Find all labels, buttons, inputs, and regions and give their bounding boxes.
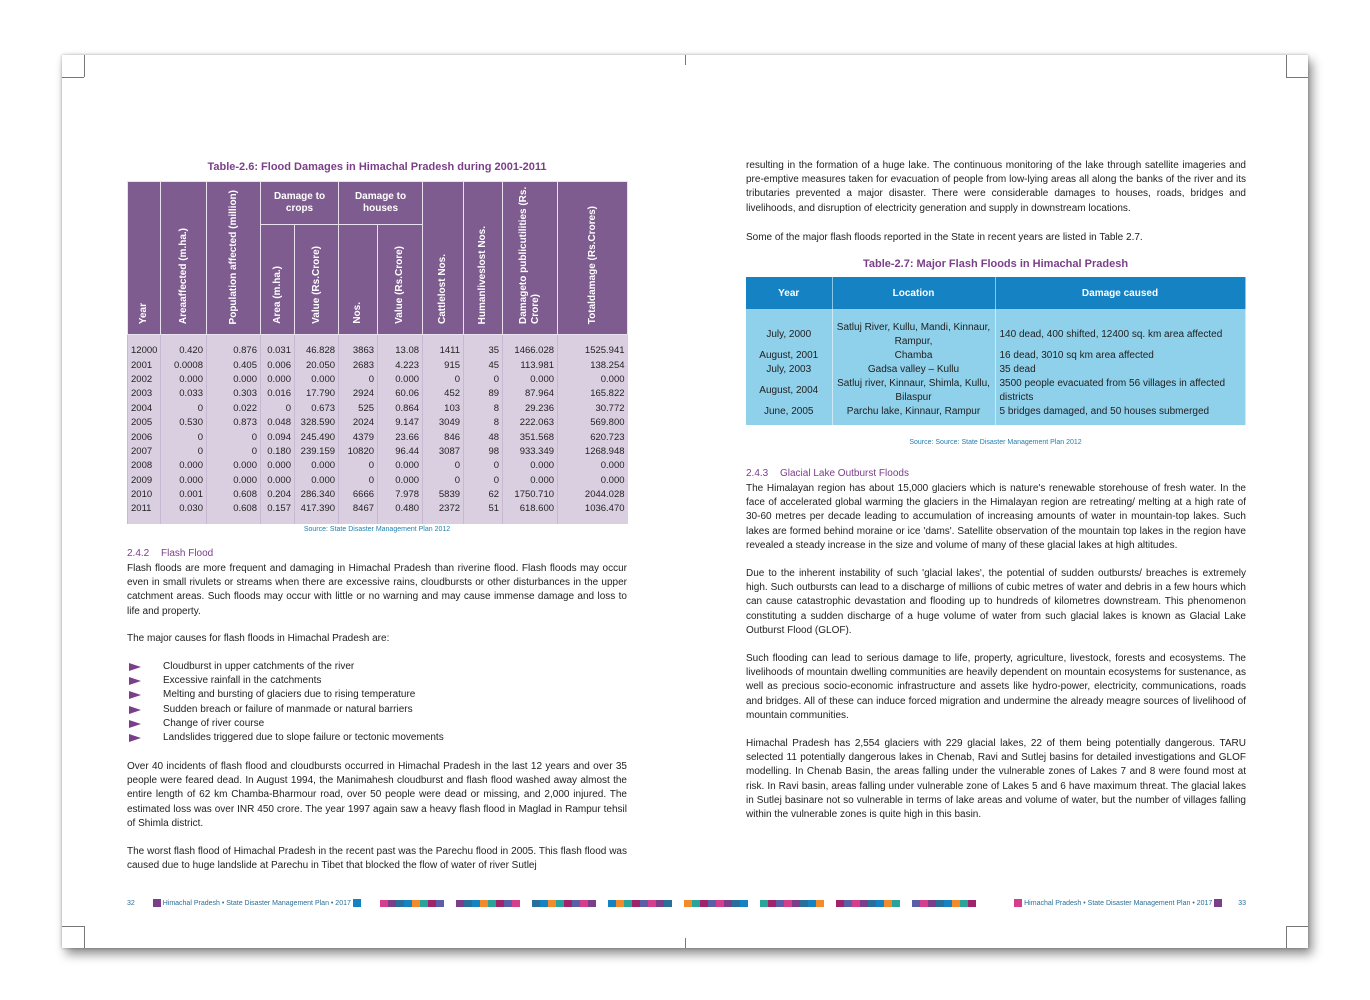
arrow-bullet-icon bbox=[129, 734, 141, 742]
table-cell: 0.033 bbox=[161, 387, 207, 401]
paragraph: The worst flash flood of Himachal Pradesh in the recent past was the Parechu flood in 2005. This flash flood was caused due to huge landslide at Parechu in Tibet that blocked the flow of water of river Sutlej bbox=[127, 846, 627, 872]
color-swatch bbox=[648, 900, 656, 907]
table-cell: 4.223 bbox=[378, 358, 423, 372]
table-cell: 113.981 bbox=[503, 358, 558, 372]
color-swatch bbox=[580, 900, 588, 907]
table-cell: 2005 bbox=[128, 415, 161, 429]
table-cell: 1750.710 bbox=[503, 487, 558, 501]
table-cell: 48 bbox=[464, 430, 503, 444]
table-cell: 8 bbox=[464, 401, 503, 415]
group-header-crops: Damage to crops bbox=[261, 182, 339, 225]
color-swatch bbox=[436, 900, 444, 907]
table-cell: 87.964 bbox=[503, 387, 558, 401]
table-row bbox=[128, 387, 628, 401]
table-cell: 0.000 bbox=[161, 372, 207, 386]
table-cell: 239.159 bbox=[295, 444, 339, 458]
table-cell: 0.000 bbox=[558, 459, 628, 473]
color-swatch bbox=[420, 900, 428, 907]
table-cell: 0.000 bbox=[261, 372, 295, 386]
table-cell: 9.147 bbox=[378, 415, 423, 429]
color-swatch bbox=[504, 900, 512, 907]
table-cell: 0.048 bbox=[261, 415, 295, 429]
table-cell: 452 bbox=[423, 387, 464, 401]
table-cell: 0.000 bbox=[378, 473, 423, 487]
table-cell: 2002 bbox=[128, 372, 161, 386]
table-row: July, 2003 Gadsa valley – Kullu 35 dead bbox=[746, 363, 1245, 377]
arrow-bullet-icon bbox=[129, 706, 141, 714]
table-cell: 29.236 bbox=[503, 401, 558, 415]
col-header: Value (Rs.Crore) bbox=[295, 224, 339, 334]
table-cell: 3049 bbox=[423, 415, 464, 429]
table-row: August, 2001 Chamba 16 dead, 3010 sq km area affected bbox=[746, 349, 1245, 363]
color-swatch bbox=[480, 900, 488, 907]
table-row bbox=[128, 372, 628, 386]
color-swatch bbox=[412, 900, 420, 907]
table-cell: 0.031 bbox=[261, 344, 295, 358]
table-cell: 165.822 bbox=[558, 387, 628, 401]
color-swatch bbox=[540, 900, 548, 907]
col-header: Year bbox=[128, 182, 161, 335]
table-cell: 13.08 bbox=[378, 344, 423, 358]
col-header: Areaaffected (m.ha.) bbox=[161, 182, 207, 335]
col-header: Year bbox=[746, 277, 832, 309]
table-cell: 2044.028 bbox=[558, 487, 628, 501]
page-number: 32 bbox=[127, 899, 135, 907]
color-swatch bbox=[472, 900, 480, 907]
table-cell: 0.000 bbox=[207, 459, 261, 473]
color-swatch bbox=[380, 900, 388, 907]
color-swatch bbox=[616, 900, 624, 907]
list-item: Melting and bursting of glaciers due to rising temperature bbox=[127, 688, 627, 702]
paragraph: Such flooding can lead to serious damage to life, property, agriculture, livestock, forests and ecosystems. The livelihoods of mountain dwelling communities are heavily dependent on mountain ecosystems for sustenance, as well as precious socio-economic infrastructure and assets like hydro-power, electricity, communications, roads and bridges. All of these can induce forced migration and undermine the already meagre sources of livelihood of mountain communities. bbox=[746, 653, 1246, 721]
table-cell: 2372 bbox=[423, 502, 464, 516]
table-cell: 5839 bbox=[423, 487, 464, 501]
section-title: Flash Flood bbox=[161, 548, 214, 559]
table-cell: 0.000 bbox=[503, 372, 558, 386]
table-cell: 8 bbox=[464, 415, 503, 429]
color-swatch bbox=[388, 900, 396, 907]
table-cell: 0.006 bbox=[261, 358, 295, 372]
paragraph: Due to the inherent instability of such 'glacial lakes', the potential of sudden outbursts/ breaches is extremely high. Such outbursts can lead to a discharge of millions of cubic metres of water and debris in a few hours which can cause catastrophic devastation and flooding up to hundreds of kilometres downstream. This phenomenon constituting a sudden discharge of a huge volume of water from such glacial lakes is known as Glacial Lake Outburst Flood (GLOF). bbox=[746, 568, 1246, 636]
table-cell: 0.000 bbox=[378, 459, 423, 473]
col-header: Value (Rs.Crore) bbox=[378, 224, 423, 334]
table-cell: 286.340 bbox=[295, 487, 339, 501]
table-cell: 12000 bbox=[128, 344, 161, 358]
table-cell: 245.490 bbox=[295, 430, 339, 444]
table-cell: 60.06 bbox=[378, 387, 423, 401]
list-item: Landslides triggered due to slope failure or tectonic movements bbox=[127, 731, 627, 745]
page-number: 33 bbox=[1238, 899, 1246, 907]
table-cell: 8467 bbox=[339, 502, 378, 516]
table-cell: 1411 bbox=[423, 344, 464, 358]
table-cell: 0 bbox=[339, 459, 378, 473]
table-cell: 0.000 bbox=[378, 372, 423, 386]
table-cell: 0.000 bbox=[295, 459, 339, 473]
table-cell: 0.000 bbox=[207, 372, 261, 386]
paragraph: Flash floods are more frequent and damaging in Himachal Pradesh than riverine flood. Flash floods may occur even in small rivulets or streams when there are excessive rains, cloudbursts or other disturbances in the upper catchment areas. Such floods may occur with little or no warning and may cause immense damage and loss to life and property. bbox=[127, 563, 627, 617]
table-cell: 1268.948 bbox=[558, 444, 628, 458]
color-swatch bbox=[664, 900, 672, 907]
right-page bbox=[685, 55, 1308, 948]
table-cell: 2008 bbox=[128, 459, 161, 473]
table-cell: 620.723 bbox=[558, 430, 628, 444]
table-cell: 2006 bbox=[128, 430, 161, 444]
col-header: Damageto publicutilities (Rs. Crore) bbox=[503, 182, 558, 335]
table-cell: 0.000 bbox=[295, 372, 339, 386]
table-cell: 0.864 bbox=[378, 401, 423, 415]
table-cell: 3863 bbox=[339, 344, 378, 358]
color-swatch bbox=[588, 900, 596, 907]
table-cell: 0.000 bbox=[261, 473, 295, 487]
color-swatch bbox=[624, 900, 632, 907]
table-cell: 96.44 bbox=[378, 444, 423, 458]
table-cell: 46.828 bbox=[295, 344, 339, 358]
table-cell: 2001 bbox=[128, 358, 161, 372]
group-header-houses: Damage to houses bbox=[339, 182, 423, 225]
table-cell: 0.000 bbox=[503, 473, 558, 487]
footer-left bbox=[127, 899, 361, 907]
table-cell: 2003 bbox=[128, 387, 161, 401]
table-cell: 2007 bbox=[128, 444, 161, 458]
table-row: July, 2000 Satluj River, Kullu, Mandi, Kinnaur, Rampur, 140 dead, 400 shifted, 12400 sq. km area affected bbox=[746, 321, 1245, 349]
flash-floods-table bbox=[746, 277, 1246, 425]
table-cell: 933.349 bbox=[503, 444, 558, 458]
paragraph: Over 40 incidents of flash flood and cloudbursts occurred in Himachal Pradesh in the last 12 years and over 35 people were feared dead. In August 1994, the Manimahesh cloudburst and flash flood washed away almost the entire length of 62 km Chamba-Bharmour road, over 50 people were dead or missing, and 2,000 injured. The estimated loss was over INR 450 crore. The year 1997 again saw a heavy flash flood in Maglad in Rampur tehsil of Shimla district. bbox=[127, 761, 627, 829]
table-cell: 4379 bbox=[339, 430, 378, 444]
footer-square-icon bbox=[1014, 899, 1022, 907]
flood-table-source: Source: State Disaster Management Plan 2012 bbox=[303, 526, 451, 533]
col-header: Humanliveslost Nos. bbox=[464, 182, 503, 335]
list-item: Change of river course bbox=[127, 717, 627, 731]
table-row bbox=[128, 358, 628, 372]
color-swatch bbox=[404, 900, 412, 907]
table-cell: 2009 bbox=[128, 473, 161, 487]
color-swatch bbox=[496, 900, 504, 907]
table-cell: 0.000 bbox=[161, 459, 207, 473]
table-cell: 2011 bbox=[128, 502, 161, 516]
table-cell: 7.978 bbox=[378, 487, 423, 501]
color-swatch bbox=[464, 900, 472, 907]
table-cell: 915 bbox=[423, 358, 464, 372]
section-heading-flash-flood bbox=[127, 548, 213, 559]
arrow-bullet-icon bbox=[129, 677, 141, 685]
col-header: Cattlelost Nos. bbox=[423, 182, 464, 335]
table-cell: 0.022 bbox=[207, 401, 261, 415]
col-header: Damage caused bbox=[995, 277, 1245, 309]
table-row bbox=[128, 459, 628, 473]
table-cell: 0.000 bbox=[503, 459, 558, 473]
table-cell: 0.001 bbox=[161, 487, 207, 501]
color-swatch bbox=[488, 900, 496, 907]
flash-table-title: Table-2.7: Major Flash Floods in Himachal Pradesh bbox=[862, 258, 1129, 270]
paragraph: resulting in the formation of a huge lake. The continuous monitoring of the lake through satellite imageries and pre-emptive measures taken for evacuation of people from low-lying areas all along the banks of the river and its tributaries prevented a major disaster. There were considerable damages to houses, roads, bridges and livelihoods, and disruption of electricity generation and supply in downstream locations. bbox=[746, 160, 1246, 214]
table-cell: 0.204 bbox=[261, 487, 295, 501]
table-cell: 222.063 bbox=[503, 415, 558, 429]
table-cell: 0.000 bbox=[161, 473, 207, 487]
table-cell: 0.000 bbox=[558, 372, 628, 386]
color-swatch bbox=[608, 900, 616, 907]
table-cell: 51 bbox=[464, 502, 503, 516]
table-cell: 569.800 bbox=[558, 415, 628, 429]
table-row bbox=[128, 473, 628, 487]
section-number: 2.4.2 bbox=[127, 548, 150, 559]
table-cell: 0 bbox=[261, 401, 295, 415]
color-swatch bbox=[428, 900, 436, 907]
table-cell: 1036.470 bbox=[558, 502, 628, 516]
col-header: Totaldamage (Rs.Crores) bbox=[558, 182, 628, 335]
table-cell: 10820 bbox=[339, 444, 378, 458]
table-cell: 0 bbox=[161, 401, 207, 415]
col-header: Population affected (million) bbox=[207, 182, 261, 335]
flood-damages-table bbox=[127, 181, 628, 524]
table-cell: 3087 bbox=[423, 444, 464, 458]
color-swatch bbox=[640, 900, 648, 907]
table-cell: 0.000 bbox=[207, 473, 261, 487]
document-spread bbox=[62, 55, 1308, 948]
table-cell: 0 bbox=[339, 473, 378, 487]
color-swatch bbox=[512, 900, 520, 907]
table-cell: 2010 bbox=[128, 487, 161, 501]
table-cell: 0.303 bbox=[207, 387, 261, 401]
table-cell: 1466.028 bbox=[503, 344, 558, 358]
table-cell: 351.568 bbox=[503, 430, 558, 444]
table-cell: 0.405 bbox=[207, 358, 261, 372]
table-cell: 0 bbox=[207, 444, 261, 458]
paragraph: Some of the major flash floods reported in the State in recent years are listed in Table 2.7. bbox=[746, 232, 1143, 243]
table-cell: 0.873 bbox=[207, 415, 261, 429]
col-header: Location bbox=[832, 277, 995, 309]
color-swatch bbox=[548, 900, 556, 907]
table-cell: 2024 bbox=[339, 415, 378, 429]
paragraph: The Himalayan region has about 15,000 glaciers which is nature's renewable storehouse of fresh water. In the face of accelerated global warming the glaciers in the Himalayan region are retreating/ melting at a high rate of 30-60 metres per decade leading to accumulation of increasing amounts of water in mountain-top lakes. Such lakes are formed behind moraine or ice 'dams'. Satellite observation of the mountain top lakes in the region have revealed a steady increase in the size and volume of many of these glacial lakes at high altitudes. bbox=[746, 483, 1246, 551]
footer-text: Himachal Pradesh • State Disaster Management Plan • 2017 bbox=[1024, 899, 1213, 907]
table-cell: 0.094 bbox=[261, 430, 295, 444]
table-cell: 0 bbox=[161, 430, 207, 444]
table-row bbox=[128, 502, 628, 516]
table-cell: 0 bbox=[423, 459, 464, 473]
arrow-bullet-icon bbox=[129, 663, 141, 671]
table-cell: 0 bbox=[423, 473, 464, 487]
table-cell: 0.000 bbox=[261, 459, 295, 473]
table-cell: 0 bbox=[207, 430, 261, 444]
color-swatch bbox=[564, 900, 572, 907]
table-cell: 62 bbox=[464, 487, 503, 501]
table-cell: 525 bbox=[339, 401, 378, 415]
table-cell: 0.480 bbox=[378, 502, 423, 516]
color-swatch bbox=[572, 900, 580, 907]
table-cell: 2924 bbox=[339, 387, 378, 401]
table-cell: 0.000 bbox=[295, 473, 339, 487]
footer-square-icon bbox=[153, 899, 161, 907]
table-cell: 6666 bbox=[339, 487, 378, 501]
table-row bbox=[128, 444, 628, 458]
table-cell: 0.016 bbox=[261, 387, 295, 401]
color-swatch bbox=[396, 900, 404, 907]
footer-square-icon bbox=[1214, 899, 1222, 907]
table-cell: 618.600 bbox=[503, 502, 558, 516]
table-cell: 17.790 bbox=[295, 387, 339, 401]
table-row bbox=[128, 344, 628, 358]
table-cell: 846 bbox=[423, 430, 464, 444]
arrow-bullet-icon bbox=[129, 720, 141, 728]
table-row bbox=[128, 430, 628, 444]
table-cell: 0.673 bbox=[295, 401, 339, 415]
table-cell: 1525.941 bbox=[558, 344, 628, 358]
table-cell: 30.772 bbox=[558, 401, 628, 415]
section-number: 2.4.3 bbox=[746, 468, 769, 479]
table-row: June, 2005 Parchu lake, Kinnaur, Rampur 5 bridges damaged, and 50 houses submerged bbox=[746, 405, 1245, 419]
table-cell: 2004 bbox=[128, 401, 161, 415]
table-cell: 0 bbox=[464, 473, 503, 487]
table-cell: 328.590 bbox=[295, 415, 339, 429]
table-cell: 0.608 bbox=[207, 487, 261, 501]
table-cell: 0.000 bbox=[558, 473, 628, 487]
list-item: Excessive rainfall in the catchments bbox=[127, 674, 627, 688]
left-page bbox=[62, 55, 685, 948]
color-swatch bbox=[656, 900, 664, 907]
table-cell: 0.157 bbox=[261, 502, 295, 516]
paragraph: The major causes for flash floods in Himachal Pradesh are: bbox=[127, 633, 390, 644]
table-row bbox=[128, 401, 628, 415]
table-cell: 417.390 bbox=[295, 502, 339, 516]
table-cell: 0.876 bbox=[207, 344, 261, 358]
section-title: Glacial Lake Outburst Floods bbox=[780, 468, 909, 479]
color-swatch bbox=[556, 900, 564, 907]
table-cell: 0.420 bbox=[161, 344, 207, 358]
causes-list bbox=[127, 660, 627, 745]
table-cell: 0 bbox=[464, 372, 503, 386]
footer-text: Himachal Pradesh • State Disaster Management Plan • 2017 bbox=[162, 899, 351, 907]
table-cell: 20.050 bbox=[295, 358, 339, 372]
table-cell: 0.608 bbox=[207, 502, 261, 516]
section-heading-glof bbox=[746, 468, 909, 479]
table-cell: 98 bbox=[464, 444, 503, 458]
paragraph: Himachal Pradesh has 2,554 glaciers with 229 glacial lakes, 22 of them being potentially dangerous. TARU selected 11 potentially dangerous lakes in Chenab, Ravi and Sutlej basins for detailed investigations and GLOF modelling. In Chenab Basin, the areas falling under the vulnerable zones of Lakes 7 and 8 were found most at risk. In Ravi basin, areas falling under vulnerable zone of Lakes 5 and 6 have maximum threat. The glacial lakes in Sutlej basinare not so vulnerable in terms of lake areas and volume of water, but the number of villages falling within the vulnerable zones is quite high in this basin. bbox=[746, 738, 1246, 821]
table-cell: 103 bbox=[423, 401, 464, 415]
col-header: Nos. bbox=[339, 224, 378, 334]
table-cell: 0.530 bbox=[161, 415, 207, 429]
table-cell: 2683 bbox=[339, 358, 378, 372]
footer-right bbox=[993, 899, 1246, 907]
color-swatch bbox=[456, 900, 464, 907]
table-cell: 45 bbox=[464, 358, 503, 372]
table-cell: 0 bbox=[423, 372, 464, 386]
table-cell: 0.0008 bbox=[161, 358, 207, 372]
table-cell: 0 bbox=[161, 444, 207, 458]
table-cell: 0.180 bbox=[261, 444, 295, 458]
table-row bbox=[128, 415, 628, 429]
table-cell: 0 bbox=[339, 372, 378, 386]
flood-table-title: Table-2.6: Flood Damages in Himachal Pradesh during 2001-2011 bbox=[207, 161, 547, 173]
table-cell: 89 bbox=[464, 387, 503, 401]
color-swatch bbox=[632, 900, 640, 907]
table-cell: 138.254 bbox=[558, 358, 628, 372]
col-header: Area (m.ha.) bbox=[261, 224, 295, 334]
table-cell: 23.66 bbox=[378, 430, 423, 444]
list-item: Sudden breach or failure of manmade or natural barriers bbox=[127, 703, 627, 717]
table-cell: 0 bbox=[464, 459, 503, 473]
color-swatch bbox=[532, 900, 540, 907]
table-row bbox=[128, 487, 628, 501]
table-cell: 0.030 bbox=[161, 502, 207, 516]
list-item: Cloudburst in upper catchments of the river bbox=[127, 660, 627, 674]
table-cell: 35 bbox=[464, 344, 503, 358]
table-row: August, 2004 Satluj river, Kinnaur, Shimla, Kullu, Bilaspur 3500 people evacuated from 56 villages in affected districts bbox=[746, 377, 1245, 405]
arrow-bullet-icon bbox=[129, 691, 141, 699]
footer-square-icon bbox=[353, 899, 361, 907]
flash-table-source: Source: Source: State Disaster Management Plan 2012 bbox=[909, 439, 1082, 446]
